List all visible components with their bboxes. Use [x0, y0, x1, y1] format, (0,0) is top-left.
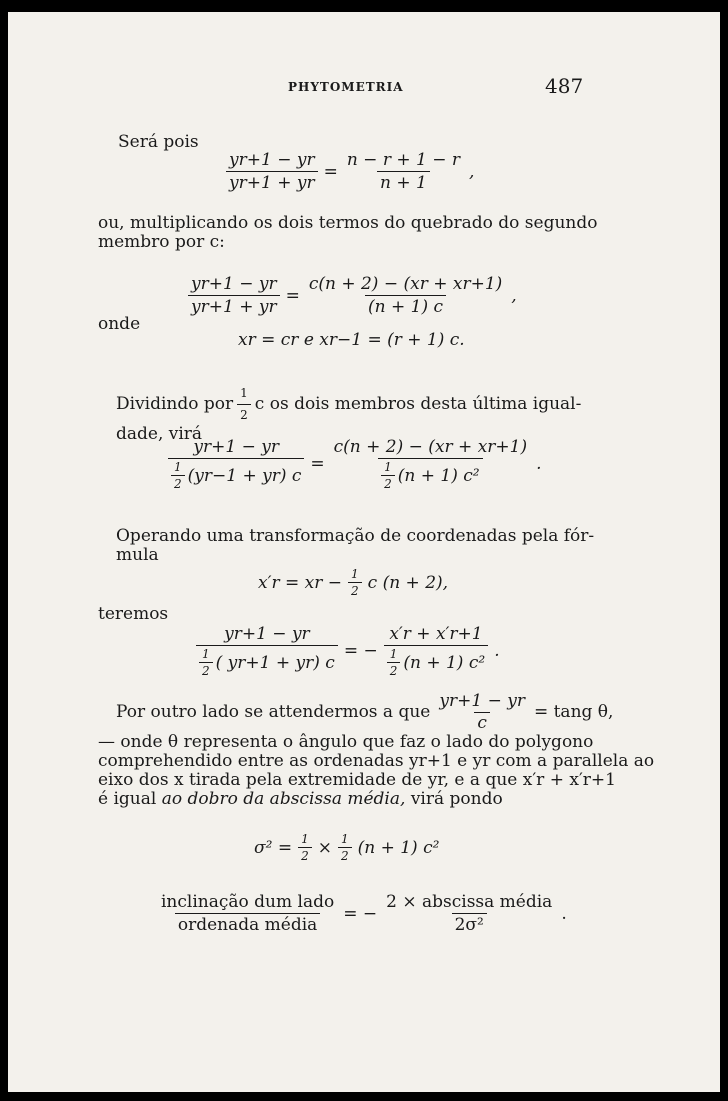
eq4-lhs-fraction: yr+1 − yr $\frac{1}{2}$ (yr−1 + yr) c [168, 437, 304, 491]
equation-2: $\frac{yr+1 - yr}{yr+1 + yr}$ = $\frac{c(n + 2) - (xr + xr+1)}{(n + 1) c}$ , [188, 274, 517, 317]
equation-1: $\frac{yr+1 - yr}{yr+1 + yr}$ = $\frac{n - r + 1 - r}{n + 1}$ , [226, 150, 474, 193]
eq2-lhs-fraction: $\frac{yr+1 - yr}{yr+1 + yr}$ [188, 274, 280, 317]
half-fraction: $\frac{1}{2}$ [237, 384, 251, 425]
eq8-rhs-fraction: $\frac{\text{2 × abscissa média}}{\text{2σ²}}$ [386, 892, 553, 935]
eq1-rhs-fraction: $\frac{n - r + 1 - r}{n + 1}$ [346, 150, 461, 193]
running-title: PHYTOMETRIA [288, 80, 404, 94]
teremos-label: teremos [98, 604, 169, 624]
tang-fraction: $\frac{yr+1 - yr}{c}$ [439, 691, 525, 733]
book-page [8, 12, 720, 1092]
eq4-rhs-fraction: c(n + 2) − (xr + xr+1) $\frac{1}{2}$ (n + 1) c² [333, 437, 528, 491]
page-number: 487 [545, 74, 584, 98]
eq2-rhs-fraction: $\frac{c(n + 2) - (xr + xr+1)}{(n + 1) c}$ [308, 274, 503, 317]
onde-label: onde [98, 314, 141, 334]
paragraph-sera-pois: Será pois [118, 132, 199, 152]
eq1-lhs-fraction: $\frac{yr+1 - yr}{yr+1 + yr}$ [226, 150, 318, 193]
eq6-lhs-fraction: yr+1 − yr $\frac{1}{2}$ ( yr+1 + yr) c [196, 624, 338, 678]
eq6-rhs-fraction: x′r + x′r+1 $\frac{1}{2}$ (n + 1) c² [384, 624, 488, 678]
paragraph-dividindo: Dividindo por $\frac{1}{2}$ c os dois membros desta última igual- dade, virá [116, 386, 582, 444]
paragraph-por-outro-lado: Por outro lado se attendermos a que $\frac{yr+1 - yr}{c}$ = tang θ, — onde θ representa o ângulo que faz o lado do polygono comprehendido entre as ordenadas yr+1 e yr com a parallela ao eixo dos x tirada pela extremidade de yr, e a que x′r + x′r+1 é igual ao dobro da abscissa média, virá pondo [98, 691, 655, 809]
equation-8: $\frac{\text{inclinação dum lado}}{\text{ordenada média}}$ = − $\frac{\text{2 × abscissa média}}{\text{2σ²}}$ . [158, 892, 567, 935]
equation-7: σ² = $\frac{1}{2}$ × $\frac{1}{2}$ (n + 1) c² [254, 832, 440, 863]
paragraph-operando: Operando uma transformação de coordenadas pela fór- mula [116, 526, 595, 565]
eq8-lhs-fraction: $\frac{\text{inclinação dum lado}}{\text{ordenada média}}$ [161, 892, 335, 935]
equation-4: yr+1 − yr $\frac{1}{2}$ (yr−1 + yr) c = c(n + 2) − (xr + xr+1) $\frac{1}{2}$ (n + 1) c² . [168, 437, 542, 491]
equation-3: xr = cr e xr−1 = (r + 1) c. [238, 330, 465, 350]
equation-5: x′r = xr − $\frac{1}{2}$ c (n + 2), [258, 567, 449, 598]
equation-6: yr+1 − yr $\frac{1}{2}$ ( yr+1 + yr) c = − x′r + x′r+1 $\frac{1}{2}$ (n + 1) c² . [196, 624, 500, 678]
paragraph-multiplicando: ou, multiplicando os dois termos do quebrado do segundo membro por c: [98, 213, 598, 252]
